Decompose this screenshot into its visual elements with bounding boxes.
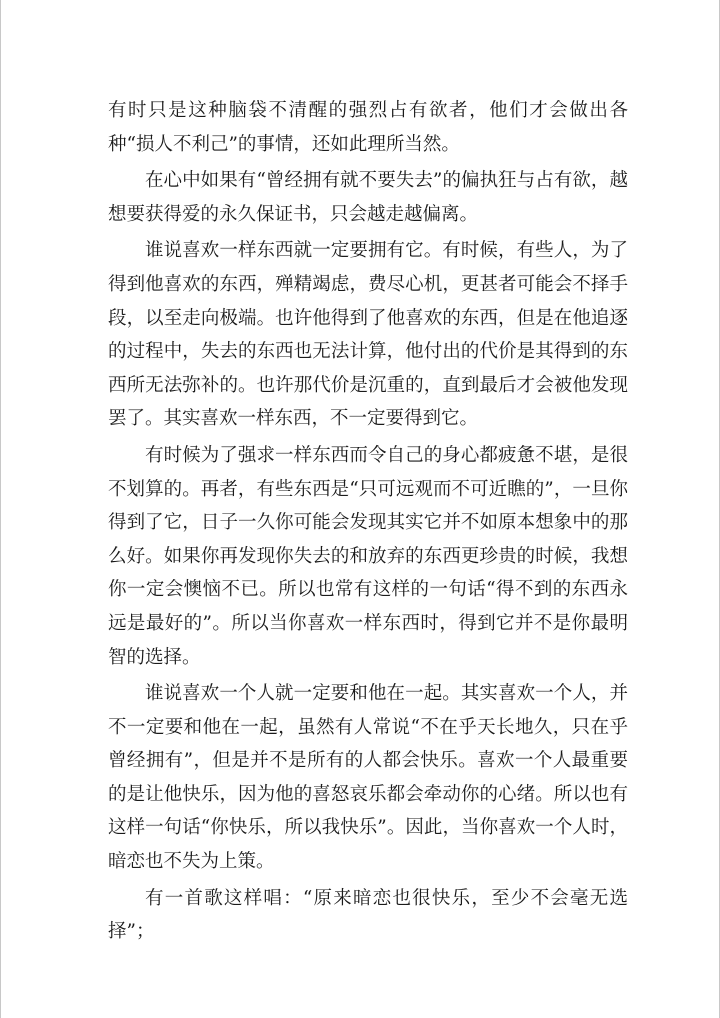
- page-left-border: [0, 0, 1, 1018]
- paragraph: 在心中如果有“曾经拥有就不要失去”的偏执狂与占有欲，越想要获得爱的永久保证书，只会越走越偏离。: [108, 170, 628, 225]
- paragraph: 有时只是这种脑袋不清醒的强烈占有欲者，他们才会做出各种“损人不利己”的事情，还如此理所当然。: [108, 100, 628, 155]
- paragraph: 谁说喜欢一样东西就一定要拥有它。有时候，有些人，为了得到他喜欢的东西，殚精竭虑，费尽心机，更甚者可能会不择手段，以至走向极端。也许他得到了他喜欢的东西，但是在他追逐的过程中，失去的东西也无法计算，他付出的代价是其得到的东西所无法弥补的。也许那代价是沉重的，直到最后才会被他发现罢了。其实喜欢一样东西，不一定要得到它。: [108, 240, 628, 430]
- paragraph: 有一首歌这样唱：“原来暗恋也很快乐，至少不会毫无选择”；: [108, 887, 628, 943]
- document-body: [108, 94, 628, 952]
- paragraph: 有时候为了强求一样东西而令自己的身心都疲惫不堪，是很不划算的。再者，有些东西是“只可远观而不可近瞧的”，一旦你得到了它，日子一久你可能会发现其实它并不如原本想象中的那么好。如果你再发现你失去的和放弃的东西更珍贵的时候，我想你一定会懊恼不已。所以也常有这样的一句话“得不到的东西永远是最好的”。所以当你喜欢一样东西时，得到它并不是你最明智的选择。: [108, 444, 628, 668]
- paragraph: 谁说喜欢一个人就一定要和他在一起。其实喜欢一个人，并不一定要和他在一起，虽然有人常说“不在乎天长地久，只在乎曾经拥有”，但是并不是所有的人都会快乐。喜欢一个人最重要的是让他快乐，因为他的喜怒哀乐都会牵动你的心绪。所以也有这样一句话“你快乐，所以我快乐”。因此，当你喜欢一个人时，暗恋也不失为上策。: [108, 683, 628, 873]
